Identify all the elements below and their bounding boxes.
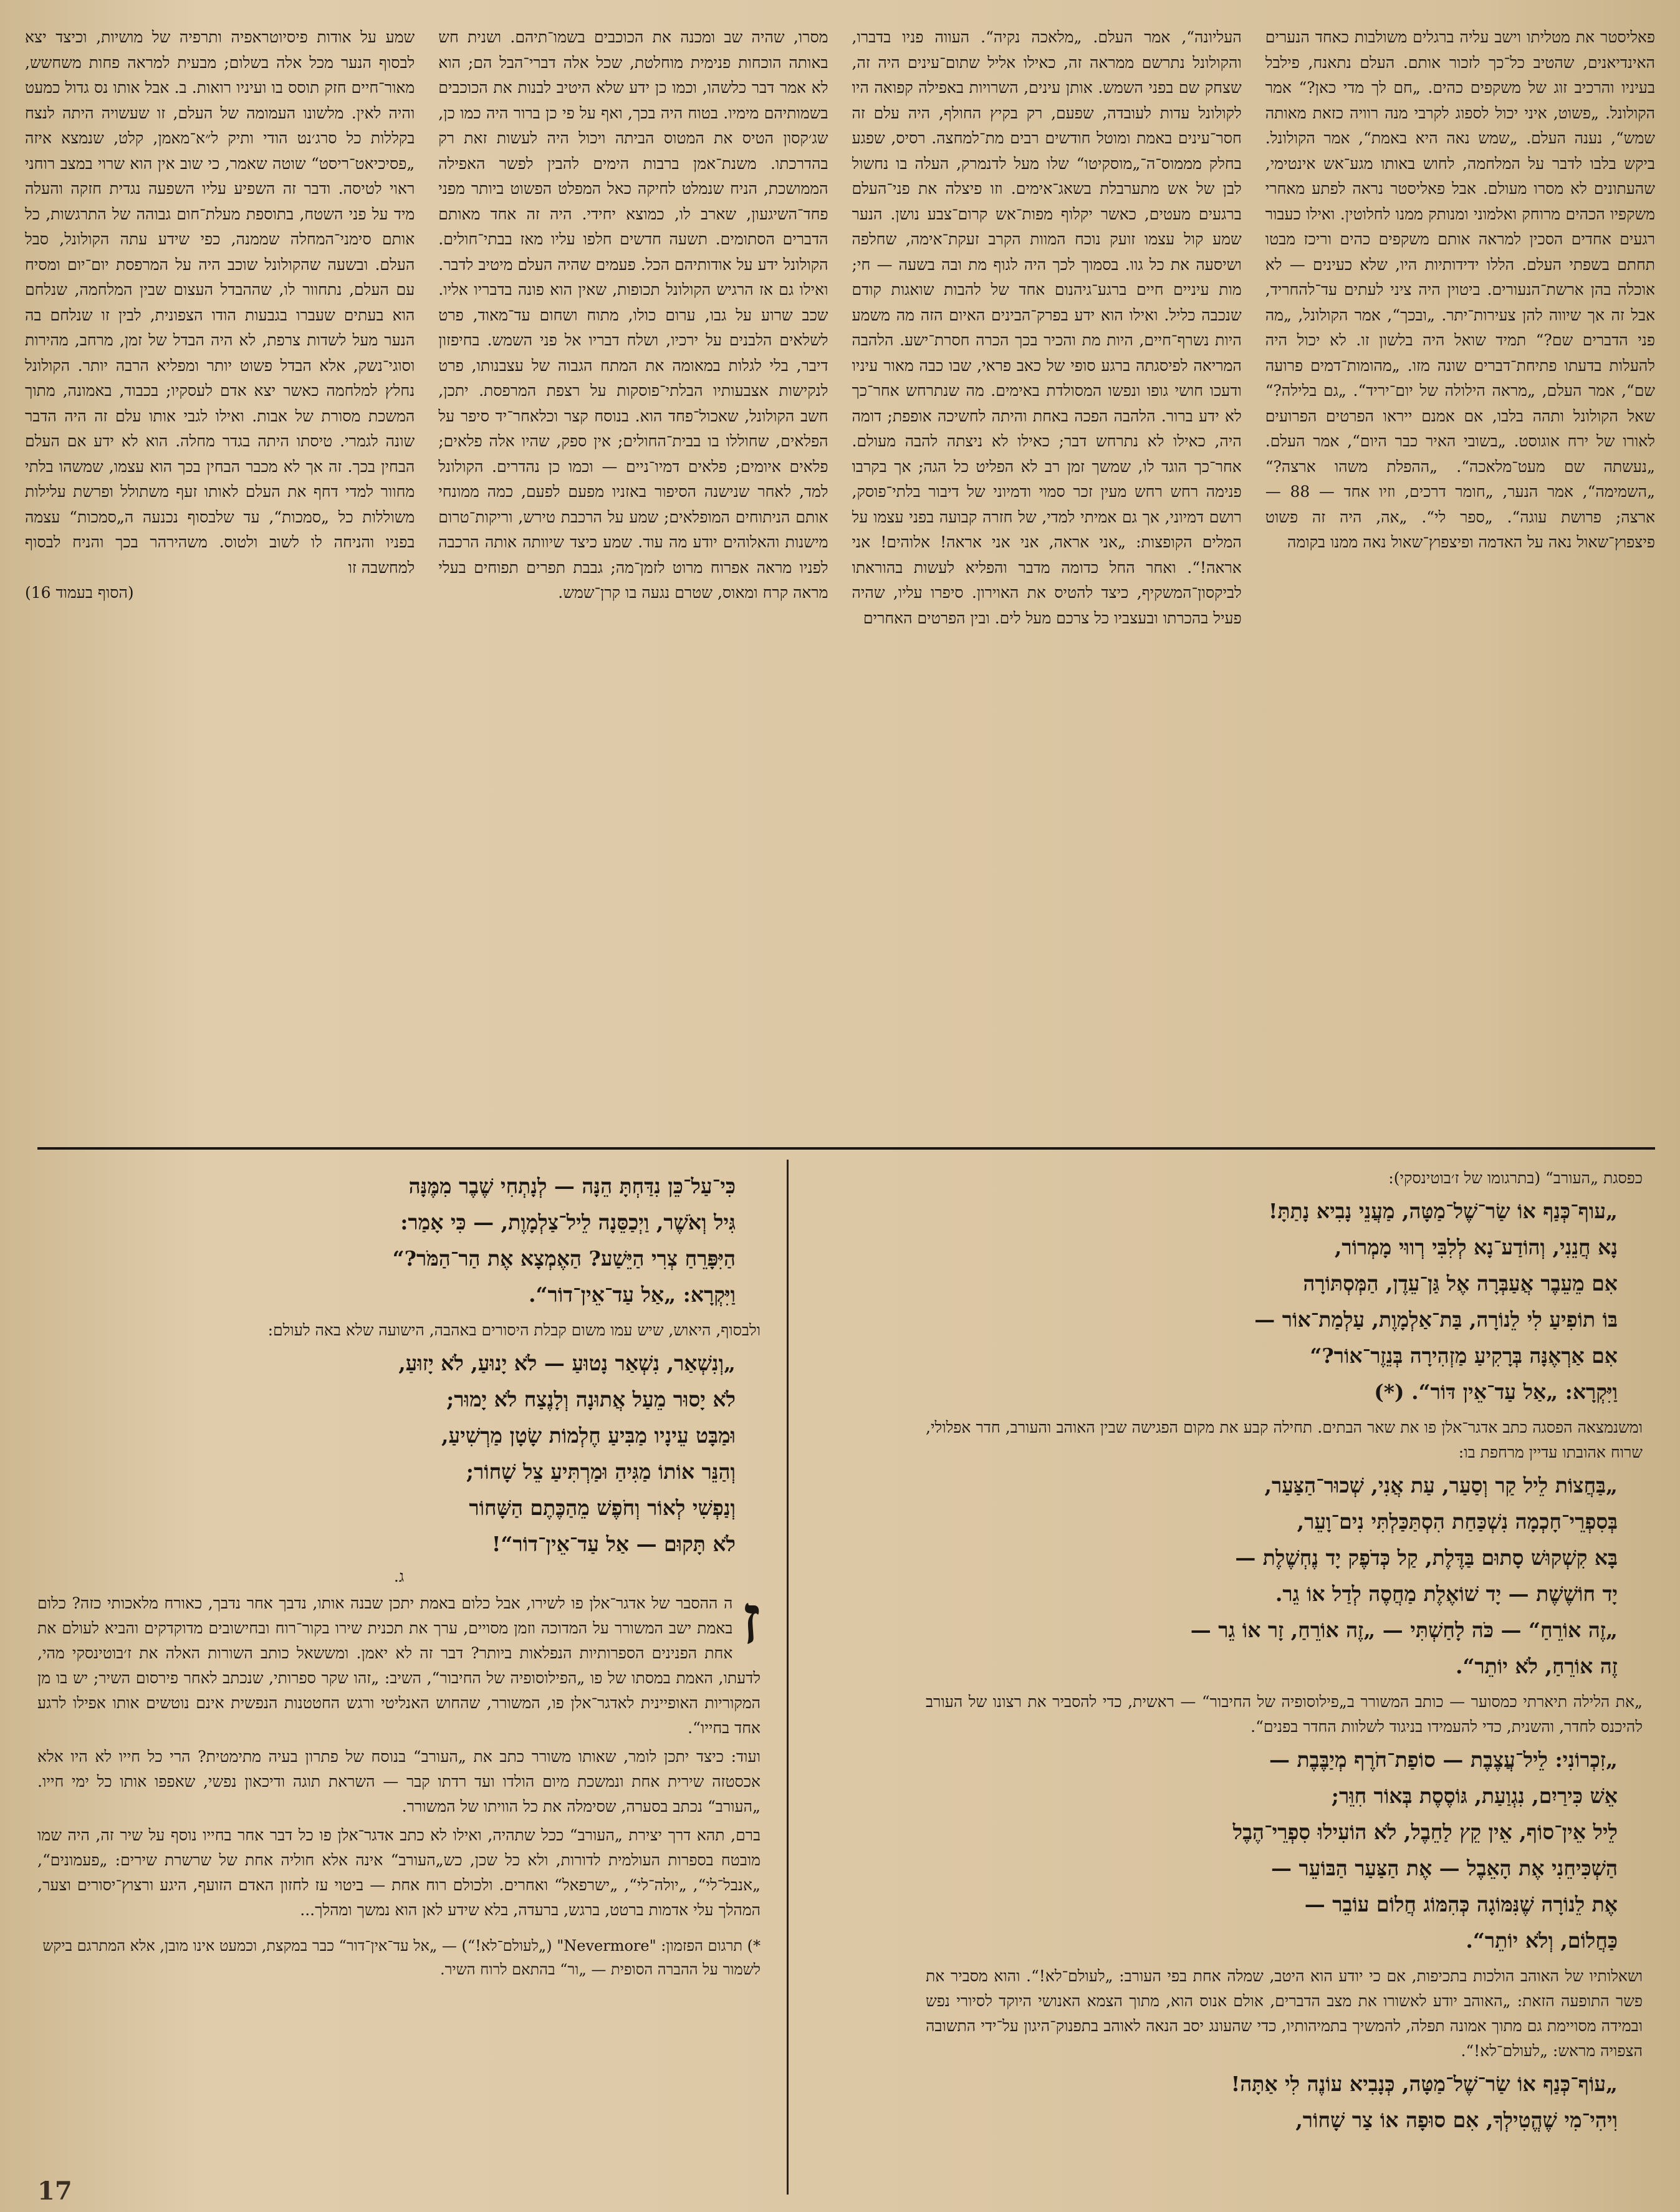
poem-line: „בַּחֲצוֹת לֵיל קַר וְסַעַר, עַת אֲנִי, שְׁכוּר־הַצַּעַר,: [1264, 1473, 1618, 1498]
poem-line: כַּחֲלוֹם, וְלֹא יוֹתֵר“.: [1466, 1928, 1618, 1953]
paragraph: ועוד: כיצד יתכן לומר, שאותו משורר כתב את „העורב“ בנוסח של פתרון בעיה מתימטית? הרי כל חייו לא היו אלא אכסטזה שירית אחת ונמשכת מיום הולדו ועד רדתו קבר — השראת תוגה ודיכאון נפשי, שאפפו אותו כל ימי חייו. „העורב“ נכתב בסערה, שסימלה את כל הוויתו של המשורר.: [37, 1748, 761, 1815]
poem-stanza-1: [926, 1193, 1643, 1410]
poem-line: „זִכְרוֹנִי: לֵיל־עֲצֶבֶת — סוֹפַת־חֹרֶף מְיַבֶּבֶת —: [1269, 1748, 1618, 1772]
text-column-1: [1265, 25, 1655, 1141]
poem-line: בָּא קִשְׁקוּשׁ סָתוּם בַּדֶּלֶת, קַל כְּדֹפֶק יָד נֶחְשֶׁלֶת —: [1235, 1546, 1618, 1570]
poem-stanza-5: [37, 1168, 761, 1313]
poem-stanza-4: [926, 2066, 1643, 2138]
footnote: *) תרגום הפזמון: "Nevermore" („לעולם־לא!“) — „אל עד־אין־דור“ כבר במקצת, וכמעט אינו מובן, אלא המתרגם ביקש לשמור על ההברה הסופית — „ור“ בהתאם לרוח השיר.: [42, 1937, 761, 1978]
text-column-2: [852, 25, 1242, 1141]
page-number: 17: [37, 2176, 72, 2206]
poem-line: אֵשׁ כִּירַיִם, נִגְוַעַת, גּוֹסֶסֶת בְּאוֹר חִוֵּר;: [1331, 1784, 1618, 1808]
column-text: פאליסטר את מטליתו וישב עליה ברגלים משולבות כאחד הנערים האינדיאנים, שהטיב כל־כך לזכור אותם. העלם נתאנח, פילבל בעיניו והרכיב זוג של משקפים כהים. „חם לך מדי כאן?“ אמר הקולונל. „פשוט, איני יכול לספוג לקרבי מנה רוויה כזאת מאותה שמש“, נענה העלם. „שמש נאה היא באמת“, אמר הקולונל. ביקש בלבו לדבר על המלחמה, לחוש באותו מגע־אש אינטימי, שהעתונים לא מסרו מעולם. אבל פאליסטר נראה לפתע מאחרי משקפיו הכהים מרוחק ואלמוני ומנותק ממנו לחלוטין. ואילו כעבור רגעים אחדים הסכין למראה אותם משקפים כהים וריכז מבטו תחתם בשפתי העלם. הללו ידידותיות היו, שלא כעינים — לא אוכלה בהן ארשת־הנעורים. ביטוין היה ציני לעתים עד־להחריד, אבל זה אך שיווה להן צעירות־יתר. „ובכך“, אמר הקולונל, „מה פני הדברים שם?“ תמיד שואל היה בלשון זו. לא יכול היה להעלות בדעתו פתיחת־דברים שונה מזו. „מהומות־דמים פרועה שם“, אמר העלם, „מראה הילולה של יום־יריד“. „גם בלילה?“ שאל הקולונל ותהה בלבו, אם אמנם ייראו הפרטים הפרועים לאורו של ירח אוגוסט. „בשובי האיר כבר היום“, אמר העלם. „נעשתה שם מעט־מלאכה“. „ההפלת משהו ארצה?“ „השמימה“, אמר הנער, „חומר דרכים, וזיו אחד — 88 — ארצה; פרושת עוגה“. „ספר לי“. „אה, היה זה פשוט פיצפוץ־שאול נאה על האדמה ופיצפוץ־שאול נאה ממנו בקומה: [1265, 28, 1655, 551]
top-article: [25, 25, 1655, 1141]
column-text: העליונה“, אמר העלם. „מלאכה נקיה“. העווה פניו בדברו, והקולונל נתרשם ממראה זה, כאילו אליל שתום־עינים היה זה, שצחק שם בפני השמש. אותן עינים, השרויות באפילה קפואה היו לקולונל עדות לעובדה, שפעם, רק בקיץ החולף, היה עלם זה חסר־עינים באמת ומוטל חודשים רבים מת־למחצה. רסיס, שפגע בחלק מממוס־ה־„מוסקיטו“ שלו מעל לדנמרק, העלה בו נחשול לבן של אש מתערבלת בשאג־אימים. וזו פיצלה את פני־העלם ברגעים מעטים, כאשר יקלוף מפות־אש קרום־צבע נושן. הנער שמע קול עצמו זועק נוכח המוות הקרב זעקת־אימה, שחלפה ושיסעה את כל גוו. בסמוך לכך היה לגוף מת ובה בשעה — חי; מות עיניים חיים ברגע־גיהנום אחד של להבות שואגות קודם שנכבה כליל. ואילו הוא ידע בפרק־הבינים האיום הזה מה משמע היות נשרף־חיים, היות מת והכיר בכך הכרה חסרת־ישע. הלהבה המריאה לפיסגתה ברגע סופי של כאב פראי, שבו כבה מאור עיניו ודעכו חושי גופו ונפשו המסולדת באימים. מה שנתרחש אחר־כך לא ידע ברור. הלהבה הפכה באחת והיתה לחשיכה אופפת; דומה היה, כאילו לא נתרחש דבר; כאילו לא ניצתה להבה מעולם. אחר־כך הוגד לו, שמשך זמן רב לא הפליט כל הגה; אך בקרבו פנימה רחש רחש מעין זכר סמוי ודמיוני של דיבור בלתי־פוסק, רושם דמיוני, אך גם אמיתי למדי, של חזרה קבועה בפני עצמו על המלים הקופצות: „אני אראה, אני אני אראה! אלוהים! אני אראה!“. ואחר החל כדומה מדבר והפליא לעשות בהוראתו לביקסון־המשקיף, כיצד להטיס את האוירון. סיפרו עליו, שהיה פעיל בהכרתו ובעצביו כל צרכם מעל לים. ובין הפרטים האחרים: [852, 28, 1242, 627]
drop-cap: ז: [741, 1579, 761, 1660]
paragraph-text: ה ההסבר של אדגר־אלן פו לשירו, אבל כלום באמת יתכן שבנה אותו, נדבך אחר נדבך, כאורח מלאכותי כזה? כלום באמת ישב המשורר על המדוכה וזמן מסויים, ערך את תכנית שירו בקור־רוח ובחישובים מדוקדקים והביא לעולם את אחת הפנינים הספרותיות הנפלאות ביותר? דבר זה לא יאמן. ומששאל כותב השורות האלה את ז׳בוטינסקי מהי, לדעתו, האמת במסתו של פו „הפילוסופיה של החיבור“, השיב: „זהו שקר ספרותי, שנכתב לאחר פירסום השיר; יש בו מן המקוריות האופיינית לאדגר־אלן פו, המשורר, שהחוש האנליטי ורגש החטטנות הנפשית אינם נוטשים אותו אפילו לרגע אחד בחייו“.: [37, 1594, 761, 1737]
poem-line: כִּי־עַל־כֵּן נִדַּחְתָּ הֵנָּה — לְנָתְחִי שֶׁבֶר מִמֶּנָּה: [408, 1174, 736, 1198]
paragraph-with-dropcap: [37, 1579, 761, 1741]
text-column-4: [25, 25, 415, 1141]
poem-line: וְהַנֵּר אוֹתוֹ מַגִּיהַ וּמַרְתִּיעַ צֵל שָׁחוֹר;: [466, 1459, 736, 1484]
section-marker: ג.: [393, 1567, 405, 1585]
poem-line: „זֶה אוֹרֵחַ“ — כֹּה לָחַשְׁתִּי — „זֶה אוֹרֵחַ, זָר אוֹ גֵר —: [1190, 1618, 1618, 1642]
poem-line: וַיִּקְרָא: „אַל עַד־אֵין דּוֹר“. (*): [1374, 1380, 1618, 1404]
poem-line: „עוף־כְּנַף אוֹ שַׂר־שֶׁל־מַטָּה, מַעֲנֵי נָבִיא נָתַתָּ!: [1268, 1199, 1618, 1223]
poem-line: בּוֹ תוֹפִיעַ לִי לֵנוֹרָה, בַּת־אַלְמָוֶת, עַלְמַת־אוֹר —: [1254, 1307, 1618, 1332]
text-column-3: [438, 25, 828, 1141]
poem-line: אֶת לֵנוֹרָה שֶׁנִּמּוֹגָה כְּהִמּוֹג חֲלוֹם עוֹבֵר —: [1304, 1892, 1618, 1916]
paragraph: „את הלילה תיארתי כמסוער — כותב המשורר ב„פילוסופיה של החיבור“ — ראשית, כדי להסביר את רצונו של העורב להיכנס לחדר, והשנית, כדי להעמידו בניגוד לשלוות החדר בפנים“.: [926, 1693, 1643, 1736]
horizontal-divider: [37, 1147, 1655, 1150]
paragraph: ומשנמצאה הפסגה כתב אדגר־אלן פו את שאר הבתים. תחילה קבע את מקום הפגישה שבין האוהב והעורב, חדר אפלולי, שרוח אהובתו עדיין מרחפת בו:: [926, 1418, 1643, 1461]
poem-line: הַשְׁכִּיחֵנִי אֶת הָאֵבֶל — אֶת הַצַּעַר הַבּוֹעֵר —: [1271, 1856, 1618, 1880]
poem-line: „וְנִשְׁאַר, נִשְׁאַר נָטוּעַ — לֹא יָנוּעַ, לֹא יָזוּעַ,: [398, 1351, 736, 1375]
continued-label: (הסוף בעמוד 16): [25, 584, 134, 602]
intro-text: כפסגת „העורב“ (בתרגומו של ז׳בוטינסקי):: [1388, 1169, 1643, 1187]
poem-line: אִם מֵעֵבֶר אֲעַבְּרָה אֶל גַּן־עֵדֶן, הַמְּסְתּוֹרָה: [1303, 1271, 1618, 1296]
poem-line: וְנַפְשִׁי לְאוֹר וְחֹפֶשׁ מֵהַכֶּתֶם הַשָּׁחוֹר: [469, 1496, 736, 1520]
poem-line: וַיִּקְרָא: „אַל עַד־אֵין־דוֹר“.: [529, 1282, 736, 1307]
poem-line: הַיִּפָּרֵחַ צְרִי הַיֵּשַׁע? הַאֶמְצָא אֶת הַר־הַמֹּר?“: [392, 1246, 736, 1271]
poem-line: בְּסִפְרֵי־חָכְמָה נִשְׁכַּחַת הִסְתַּכַּלְתִּי נִים־וָעֵר,: [1297, 1509, 1618, 1534]
paragraph: ולבסוף, היאוש, שיש עמו משום קבלת היסורים באהבה, הישועה שלא באה לעולם:: [267, 1321, 761, 1339]
raven-section-left: [37, 1166, 761, 2201]
poem-line: אִם אַרְאֶנָּה בְּרָקִיעַ מַזְהִירָה בְּנֵזֶר־אוֹר?“: [1310, 1344, 1618, 1368]
paragraph: ושאלותיו של האוהב הולכות בתכיפות, אם כי יודע הוא היטב, שמלה אחת בפי העורב: „לעולם־לא!“. והוא מסביר את פשר התופעה הזאת: „האוהב יודע לאשורו את מצב הדברים, אולם אנוס הוא, מתוך הצמא האנושי היוקד לסיורי נפש ובמידה מסויימת גם מתוך אמונה תפלה, להמשיך בתמיהותיו, כדי שהעונג יסב הנאה לאוהב בתפנוק־היגון על־ידי התשובה הצפויה מראש: „לעולם־לא!“.: [926, 1967, 1643, 2060]
poem-stanza-6: [37, 1345, 761, 1562]
poem-line: לֹא יָסוּר מֵעַל אֲתוּנָה וְלָנֶצַח לֹא יָמוּר;: [446, 1387, 736, 1411]
poem-line: גִּיל וְאֹשֶׁר, וַיְכַסֵּנָה לֵיל־צַלְמָוֶת, — כִּי אָמַר:: [400, 1210, 736, 1234]
poem-line: יָד חוֹשֶׁשֶׁת — יָד שׁוֹאֶלֶת מַחֲסֶה לְדַל אוֹ גֵר.: [1275, 1582, 1618, 1606]
poem-line: „עוֹף־כְּנַף אוֹ שַׂר־שֶׁל־מַטָּה, כְּנָבִיא עוֹנֶה לִי אַתָּה!: [1231, 2072, 1618, 2096]
poem-line: נָא חֲנֵנִי, וְהוֹדַע־נָא לְלִבִּי רְווּי מָמְרוֹר,: [1334, 1235, 1618, 1259]
poem-line: לֵיל אֵין־סוֹף, אֵין קֵץ לַחֵבֶל, לֹא הוֹעִילוּ סִפְרֵי־הֶבֶל: [1232, 1820, 1618, 1844]
vertical-divider: [787, 1160, 789, 2195]
poem-stanza-3: [926, 1742, 1643, 1959]
column-text: מסרו, שהיה שב ומכנה את הכוכבים בשמו־תיהם. ושנית חש באותה הוכחות פנימית מוחלטת, שכל אלה דברי־הבל הם; הוא לא אמר דבר כלשהו, וכמו כן ידע שלא היטיב לבנות את הכוכבים בשמותיהם מימיו. בטוח היה בכך, ואף על פי כן ברור היה כמו כן, שג׳קסון הטיס את המטוס הביתה ויכול היה לעשות זאת רק בהדרכתו. משנת־אמן ברבות הימים להבין לפשר האפילה הממושכת, הניח שנמלט לחיקה כאל המפלט הפשוט ביותר מפני פחד־השיגעון, שארב לו, כמוצא יחידי. היה זה אחד מאותם הדברים הסתומים. תשעה חדשים חלפו עליו מאז בבתי־חולים. הקולונל ידע על אודותיהם הכל. פעמים שהיה העלם מיטיב לדבר. ואילו גם אז הרגיש הקולונל תכופות, שאין הוא פונה בדבריו אליו. שכב שרוע על גבו, ערום כולו, מתוח ושחום עד־מאוד, פרט לשלאים הלבנים על ירכיו, ושלח דבריו אל פני השמש. בחיפזון דיבר, בלי לגלות במאומה את המתח הגבוה של עצבנותו, פרט לנקישות אצבעותיו הבלתי־פוסקות על רצפת המרפסת. יתכן, חשב הקולונל, שאכול־פחד הוא. בנוסח קצר וכלאחר־יד סיפר על הפלאים, שחוללו בו בבית־החולים; אין ספק, שהיו אלה פלאים; פלאים איומים; פלאים דמיו־ניים — וכמו כן נהדרים. הקולונל למד, לאחר שנישנה הסיפור באזניו מפעם לפעם, כמה ממונחי אותם הניתוחים המופלאים; שמע על הרכבת טירש, וריקות־טרום מישנות והאלוהים יודע מה עוד. שמע כיצד שיוותה אותה הרכבה לפניו מראה אפרוח מרוט לזמן־מה; גבבת תפרים תפוחים בעלי מראה קרח ומאוס, שטרם נגעה בו קרן־שמש.: [438, 28, 828, 602]
poem-stanza-2: [926, 1468, 1643, 1685]
poem-line: זֶה אוֹרֵחַ, לֹא יוֹתֵר“.: [1455, 1654, 1618, 1678]
raven-section-right: [926, 1166, 1643, 2201]
poem-line: לֹא תָּקוּם — אַל עַד־אֵין־דוֹר“!: [491, 1532, 736, 1556]
paragraph: ברם, תהא דרך יצירת „העורב“ ככל שתהיה, ואילו לא כתב אדגר־אלן פו כל דבר אחר בחייו נוסף על שיר זה, היה שמו מובטח בספרות העולמית לדורות, ולא כל שכן, כש„העורב“ אינה אלא חוליה אחת של שרשרת שירים: „פעמונים“, „אנבל־לי“, „יולה־לי“, „ישרפאל“ ואחרים. ולכולם רוח אחת — ביטוי עז לחזון האדם הזועף, היגע ורצוץ־יסורים וצער, המהלך עלי אדמות ברטט, ברגש, ברעדה, בלא שידע לאן הוא נמשך ומהלך...: [37, 1826, 761, 1919]
column-text: שמע על אודות פיסיוטראפיה ותרפיה של מושיות, וכיצד יצא לבסוף הנער מכל אלה בשלום; מבעית למראה פחות משחשש, מאור־חיים חזק תוסס בו ועיניו רואות. ב. אבל אותו נס גדול כמעט והיה לאין. מלשונו העמומה של העלם, זו שעשויה היתה לנצח בקללות כל סרג׳נט הודי ותיק ל״א־מאמן, קלט, שנמצא איזה „פסיכיאט־ריסט“ שוטה שאמר, כי שוב אין הוא שרוי במצב רוחני ראוי לטיסה. ודבר זה השפיע עליו השפעה נגדית חזקה והעלה מיד על פני השטח, בתוספת מעלת־חום גבוהה של התרגשות, כל אותם סימני־המחלה שממנה, כפי שידע עתה הקולונל, סבל העלם. ובשעה שהקולונל שוכב היה על המרפסת יום־יום ומסיח עם העלם, נתחוור לו, שההבדל העצום שבין המלחמה, שנלחם הוא בעתים שעברו בגבעות הודו הצפונית, לבין זו שנלחם בה הנער מעל לשדות צרפת, לא היה הבדל של זמן, מרחב, מהירות וסוגי־נשק, אלא הבדל פשוט יותר ומפליא הרבה יותר. הקולונל נחלץ למלחמה כאשר יצא אדם לעסקיו; בכבוד, באמונה, מתוך המשכת מסורת של אבות. ואילו לגבי אותו עלם זה היה הדבר שונה לגמרי. טיסתו היתה בגדר מחלה. הוא לא ידע אם העלם הבחין בכך. זה אך לא מכבר הבחין בכך הוא עצמו, שמשהו בלתי מחוור למדי דחף את העלם לאותו זעף משתולל ופרשת עלילות משוללות כל „סמכות“, עד שלבסוף נכנעה ה„סמכות“ עצמה בפניו והניחה לו לשוב ולטוס. משהירהר בכך והניח לבסוף למחשבה זו: [25, 28, 415, 577]
poem-line: וּמַבָּט עֵינָיו מַבִּיעַ חֶלְמוֹת שָׂטָן מַרְשִׁיעַ,: [441, 1423, 736, 1448]
poem-line: וִיהִי־מִי שֶׁהֱטִילְךָ, אִם סוּפָה אוֹ צַר שָׁחוֹר,: [1295, 2108, 1618, 2132]
